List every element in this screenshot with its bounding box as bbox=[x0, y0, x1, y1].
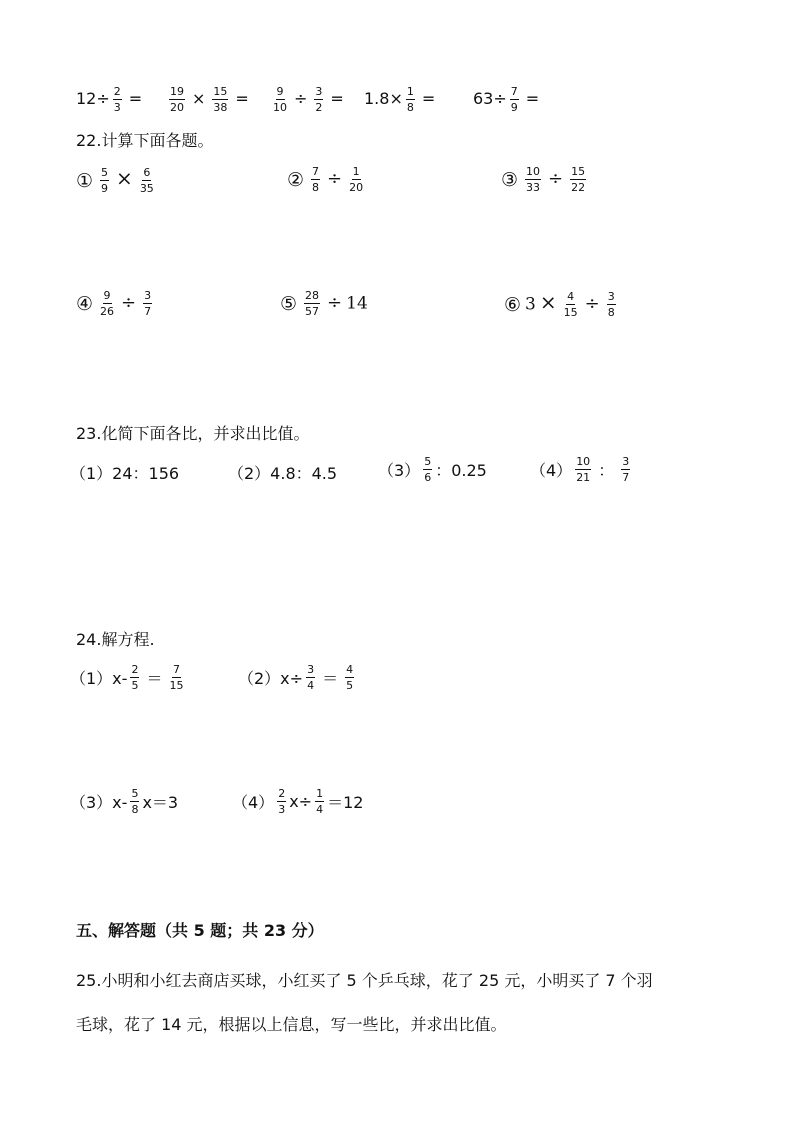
q24-part-2: （2）x÷ $\frac{3}{4}$ ＝ $\frac{4}{5}$ bbox=[238, 663, 354, 692]
fraction: $\frac{2}{3}$ bbox=[278, 787, 286, 816]
q22-item-2: ② $\frac{7}{8}$ ÷ $\frac{1}{20}$ bbox=[287, 165, 364, 194]
q23-title: 23.化简下面各比，并求出比值。 bbox=[76, 424, 310, 443]
calc-item-2: $\frac{19}{20}$ × $\frac{15}{38}$ = bbox=[170, 85, 249, 114]
fraction: $\frac{9}{10}$ bbox=[273, 85, 287, 114]
fraction: $\frac{7}{15}$ bbox=[169, 663, 184, 692]
fraction: $\frac{1}{8}$ bbox=[406, 85, 414, 114]
calc-item-3: $\frac{9}{10}$ ÷ $\frac{3}{2}$ = bbox=[273, 85, 344, 114]
fraction: $\frac{5}{6}$ bbox=[424, 455, 432, 484]
q24-part-4: （4） $\frac{2}{3}$ x÷ $\frac{1}{4}$ ＝12 bbox=[232, 787, 364, 816]
q22-title: 22.计算下面各题。 bbox=[76, 131, 214, 150]
q22-item-6: ⑥ 3 × $\frac{4}{15}$ ÷ $\frac{3}{8}$ bbox=[504, 290, 615, 319]
q23-part-4: （4） $\frac{10}{21}$ ： $\frac{3}{7}$ bbox=[530, 455, 630, 484]
fraction: $\frac{5}{9}$ bbox=[101, 166, 109, 195]
calc-item-5: 63÷ $\frac{7}{9}$ = bbox=[473, 85, 540, 114]
item-number: ④ bbox=[76, 292, 94, 315]
item-number: ⑥ bbox=[504, 293, 522, 316]
q23-part-1: （1）24：156 bbox=[70, 464, 180, 483]
fraction: $\frac{5}{8}$ bbox=[131, 787, 139, 816]
fraction: $\frac{3}{7}$ bbox=[144, 289, 152, 318]
fraction: $\frac{1}{20}$ bbox=[349, 165, 364, 194]
q24-part-1: （1）x- $\frac{2}{5}$ ＝ $\frac{7}{15}$ bbox=[70, 663, 184, 692]
q25-line-1: 25.小明和小红去商店买球，小红买了 5 个乒乓球，花了 25 元，小明买了 7 个羽 bbox=[76, 971, 653, 990]
fraction: $\frac{19}{20}$ bbox=[170, 85, 184, 114]
q23-part-2: （2）4.8：4.5 bbox=[228, 464, 338, 483]
fraction: $\frac{4}{15}$ bbox=[563, 290, 578, 319]
section-title: 五、解答题（共 5 题；共 23 分） bbox=[76, 921, 324, 940]
q22-item-3: ③ $\frac{10}{33}$ ÷ $\frac{15}{22}$ bbox=[501, 165, 586, 194]
q22-item-5: ⑤ $\frac{28}{57}$ ÷ 14 bbox=[280, 289, 368, 318]
q24-part-3: （3）x- $\frac{5}{8}$ x＝3 bbox=[70, 787, 179, 816]
fraction: $\frac{1}{4}$ bbox=[316, 787, 324, 816]
q25-line-2: 毛球，花了 14 元，根据以上信息，写一些比，并求出比值。 bbox=[76, 1015, 507, 1034]
calc-item-4: 1.8× $\frac{1}{8}$ = bbox=[364, 85, 436, 114]
fraction: $\frac{3}{8}$ bbox=[607, 290, 615, 319]
fraction: $\frac{10}{33}$ bbox=[526, 165, 541, 194]
fraction: $\frac{15}{22}$ bbox=[571, 165, 586, 194]
fraction: $\frac{7}{9}$ bbox=[510, 85, 518, 114]
item-number: ② bbox=[287, 168, 305, 191]
fraction: $\frac{2}{5}$ bbox=[131, 663, 139, 692]
q23-part-3: （3） $\frac{5}{6}$ ：0.25 bbox=[378, 455, 487, 484]
fraction: $\frac{7}{8}$ bbox=[312, 165, 320, 194]
fraction: $\frac{3}{7}$ bbox=[622, 455, 630, 484]
fraction: $\frac{9}{26}$ bbox=[100, 289, 115, 318]
fraction: $\frac{4}{5}$ bbox=[346, 663, 354, 692]
q22-item-1: ① $\frac{5}{9}$ × $\frac{6}{35}$ bbox=[76, 166, 154, 195]
fraction: $\frac{3}{4}$ bbox=[307, 663, 315, 692]
calc-item-1: 12÷ $\frac{2}{3}$ = bbox=[76, 85, 143, 114]
fraction: $\frac{3}{2}$ bbox=[315, 85, 323, 114]
fraction: $\frac{28}{57}$ bbox=[305, 289, 320, 318]
fraction: $\frac{2}{3}$ bbox=[113, 85, 121, 114]
fraction: $\frac{6}{35}$ bbox=[139, 166, 154, 195]
item-number: ⑤ bbox=[280, 292, 298, 315]
q24-title: 24.解方程. bbox=[76, 630, 155, 649]
fraction: $\frac{15}{38}$ bbox=[213, 85, 228, 114]
item-number: ① bbox=[76, 169, 94, 192]
q22-item-4: ④ $\frac{9}{26}$ ÷ $\frac{3}{7}$ bbox=[76, 289, 152, 318]
fraction: $\frac{10}{21}$ bbox=[576, 455, 591, 484]
item-number: ③ bbox=[501, 168, 519, 191]
